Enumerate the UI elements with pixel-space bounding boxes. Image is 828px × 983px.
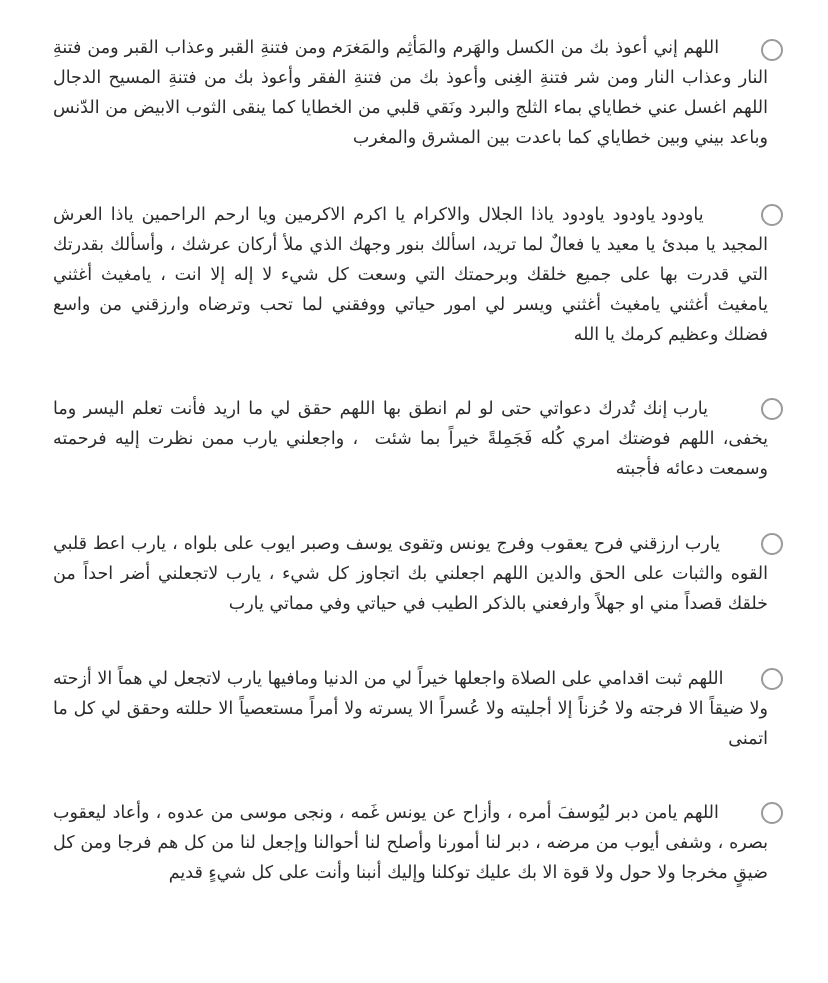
option-text-2: ياودود ياودود ياودود ياذا الجلال والاكرام يا اكرم الاكرمين ويا ارحم الراحمين ياذا العرش المجيد يا مبدئ يا معيد يا فعالٌ لما تريد، اسألك بنور وجهك الذي ملأ أركان عرشك ، وأسألك بقدرتك التي قدرت بها على جميع خلقك وبرحمتك التي وسعت كل شيء لا إله إلا انت ، يامغيث أغثني يامغيث أغثني يامغيث أغثني ويسر لي امور حياتي ووفقني لما تحب وترضاه وارزقني من واسع فضلك وعظيم كرمك يا الله	[47, 205, 768, 345]
option-text-1: اللهم إني أعوذ بك من الكسل والهَرم والمَأثِم والمَغرَم ومن فتنةِ القبر وعذاب القبر ومن فتنةِ النار وعذاب النار ومن شر فتنةِ الغِنى وأعوذ بك من فتنةِ الفقر وأعوذ بك من فتنةِ المسيح الدجال اللهم اغسل عني خطاياي بماء الثلج والبرد ونَقي قلبي من الخطايا كما ينقى الثوب الابيض من الدّنس وباعد بيني وبين خطاياي كما باعدت بين المشرق والمغرب	[47, 38, 768, 148]
option-text-5: اللهم ثبت اقدامي على الصلاة واجعلها خيراً لي من الدنيا ومافيها يارب لاتجعل لي هماً الا أزحته ولا ضيقاً الا فرجته ولا حُزناً إلا أجليته ولا عُسراً الا يسرته ولا أمراً مستعصياً الا حللته وحقق لي كل ما اتمنى	[47, 669, 768, 749]
option-item-2[interactable]	[0, 198, 828, 348]
option-text-3: يارب إنك تُدرك دعواتي حتى لو لم انطق بها اللهم حقق لي ما اريد فأنت تعلم اليسر وما يخفى، اللهم فوضتك امري كُله فَجَمِلةً خيراً بما شئت ، واجعلني يارب ممن نظرت إليه فرحمته وسمعت دعائه فأجبته	[47, 399, 768, 479]
option-item-6[interactable]	[0, 796, 828, 946]
option-text-6: اللهم يامن دبر ليُوسفَ أمره ، وأزاح عن يونس غَمه ، ونجى موسى من عدوه ، وأعاد ليعقوب بصره ، وشفى أيوب من مرضه ، دبر لنا أمورنا وأصلح لنا أحوالنا وإجعل لنا من كل هم فرجا ومن كل ضيقٍ مخرجا ولا حول ولا قوة الا بك عليك توكلنا وإليك أنبنا وأنت على كل شيءٍ قديم	[47, 803, 768, 883]
option-item-1[interactable]	[0, 33, 828, 183]
option-item-5[interactable]	[0, 662, 828, 812]
option-item-4[interactable]	[0, 527, 828, 677]
option-item-3[interactable]	[0, 392, 828, 542]
option-text-4: يارب ارزقني فرح يعقوب وفرج يونس وتقوى يوسف وصبر ايوب على بلواه ، يارب اعط قلبي القوه والثبات على الحق والدين اللهم اجعلني بك اتجاوز كل شيء ، يارب لاتجعلني أضر احداً من خلقك قصداً مني او جهلاً وارفعني بالذكر الطيب في حياتي وفي مماتي يارب	[47, 534, 768, 614]
